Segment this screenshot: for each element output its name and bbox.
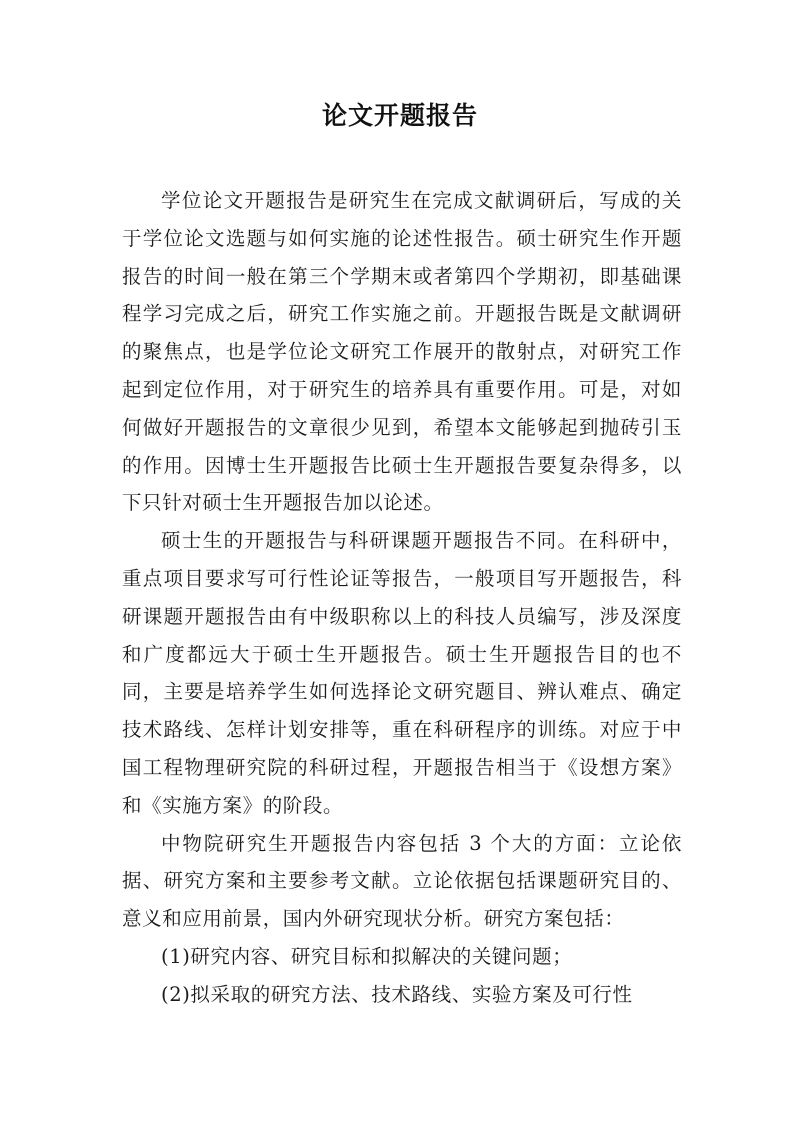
document-title: 论文开题报告 [321,101,478,130]
document-body [122,182,682,1014]
paragraph-content-overview: 中物院研究生开题报告内容包括 3 个大的方面：立论依据、研究方案和主要参考文献。立论依据包括课题研究目的、意义和应用前景，国内外研究现状分析。研究方案包括： [122,831,682,931]
list-item-research-methods: (2)拟采取的研究方法、技术路线、实验方案及可行性 [161,982,633,1006]
paragraph-comparison: 硕士生的开题报告与科研课题开题报告不同。在科研中，重点项目要求写可行性论证等报告，一般项目写开题报告，科研课题开题报告由有中级职称以上的科技人员编写，涉及深度和广度都远大于硕士生开题报告。硕士生开题报告目的也不同，主要是培养学生如何选择论文研究题目、辨认难点、确定技术路线、怎样计划安排等，重在科研程序的训练。对应于中国工程物理研究院的科研过程，开题报告相当于《设想方案》和《实施方案》的阶段。 [122,529,682,817]
paragraph-intro: 学位论文开题报告是研究生在完成文献调研后，写成的关于学位论文选题与如何实施的论述性报告。硕士研究生作开题报告的时间一般在第三个学期末或者第四个学期初，即基础课程学习完成之后，研究工作实施之前。开题报告既是文献调研的聚焦点，也是学位论文研究工作展开的散射点，对研究工作起到定位作用，对于研究生的培养具有重要作用。可是，对如何做好开题报告的文章很少见到，希望本文能够起到抛砖引玉的作用。因博士生开题报告比硕士生开题报告要复杂得多，以下只针对硕士生开题报告加以论述。 [122,189,682,515]
list-item-research-content: (1)研究内容、研究目标和拟解决的关键问题； [161,944,573,968]
